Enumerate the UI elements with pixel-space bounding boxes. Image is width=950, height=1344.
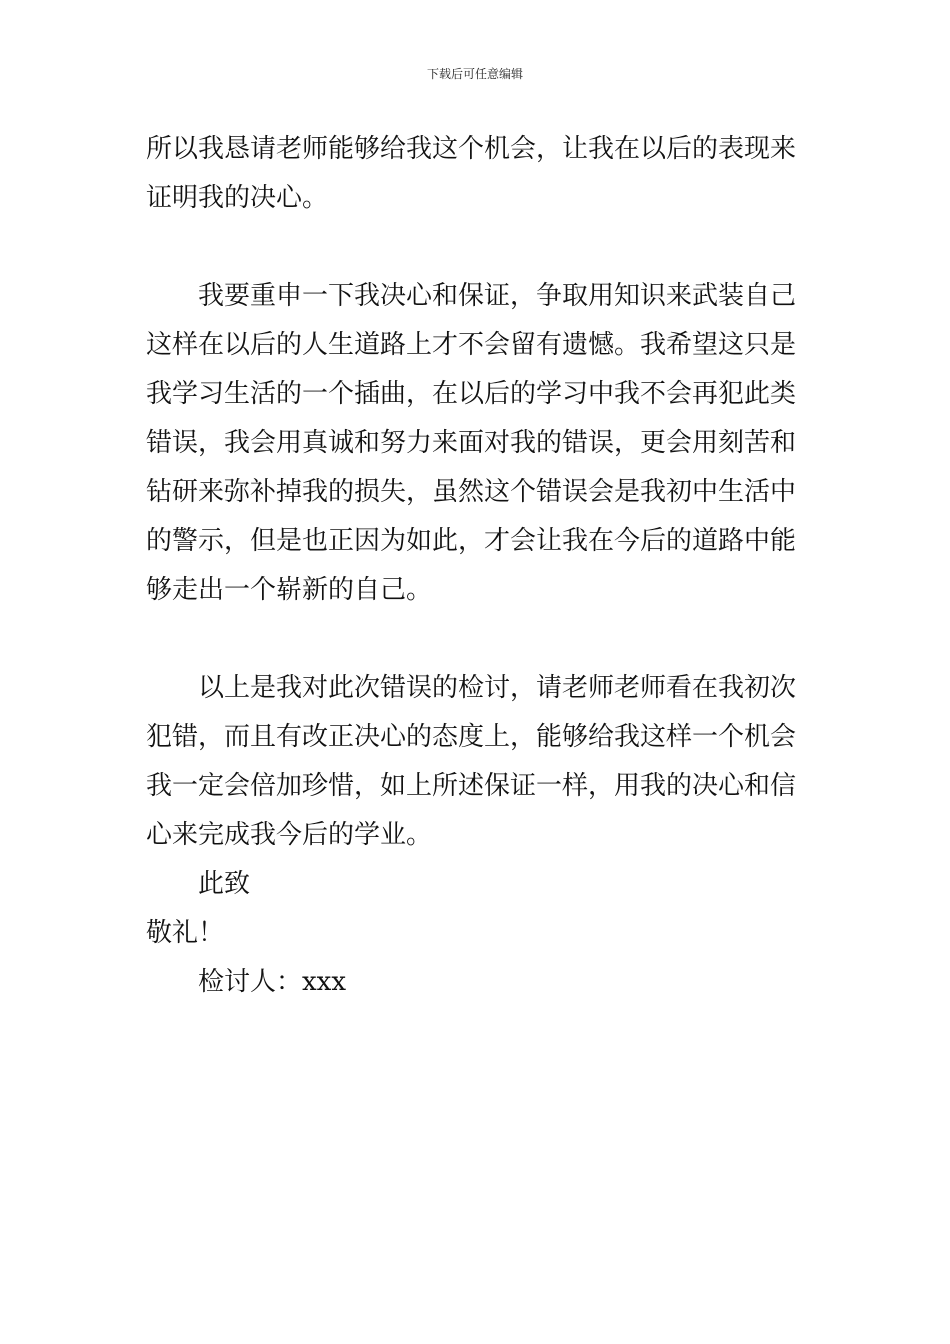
paragraph-3: 以上是我对此次错误的检讨，请老师老师看在我初次犯错，而且有改正决心的态度上，能够给我这样一个机会我一定会倍加珍惜，如上所述保证一样，用我的决心和信心来完成我今后的学业。 xyxy=(146,673,797,850)
document-body xyxy=(146,125,809,1007)
paragraph-2: 我要重申一下我决心和保证，争取用知识来武装自己这样在以后的人生道路上才不会留有遗憾。我希望这只是我学习生活的一个插曲，在以后的学习中我不会再犯此类错误，我会用真诚和努力来面对我的错误，更会用刻苦和钻研来弥补掉我的损失，虽然这个错误会是我初中生活中的警示，但是也正因为如此，才会让我在今后的道路中能够走出一个崭新的自己。 xyxy=(146,281,797,605)
closing-salutation-1: 此致 xyxy=(198,869,251,899)
signature: 检讨人：xxx xyxy=(198,967,346,997)
header-note: 下载后可任意编辑 xyxy=(426,67,523,81)
closing-salutation-2: 敬礼！ xyxy=(146,918,225,948)
paragraph-1: 所以我恳请老师能够给我这个机会，让我在以后的表现来证明我的决心。 xyxy=(146,134,797,213)
